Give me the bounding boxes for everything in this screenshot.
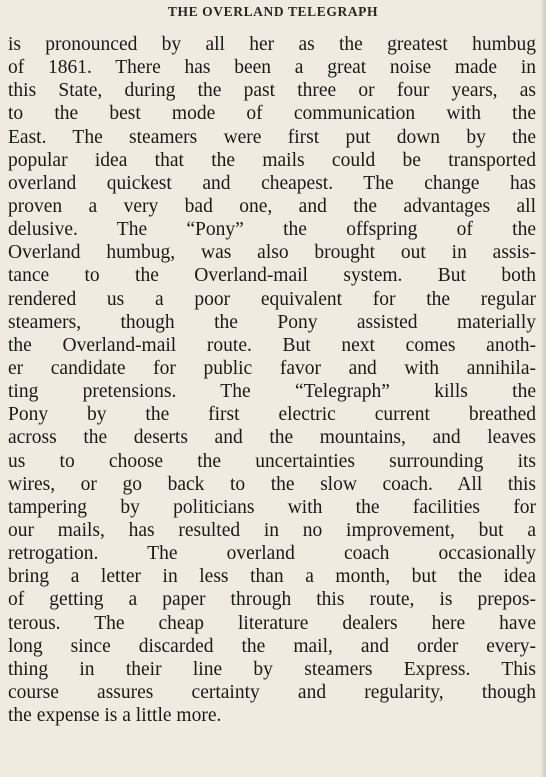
text-line: wires, or go back to the slow coach. All this [8,473,536,495]
article-headline: THE OVERLAND TELEGRAPH [167,4,379,19]
text-line: the Overland-mail route. But next comes anoth- [8,334,536,356]
text-line: this State, during the past three or four years, as [8,80,536,102]
text-line: Overland humbug, was also brought out in assis- [8,242,536,264]
text-line: East. The steamers were first put down by the [8,126,536,148]
text-line: terous. The cheap literature dealers here have [8,612,536,634]
text-line: across the deserts and the mountains, and leaves [8,427,536,449]
text-line: thing in their line by steamers Express. This [8,658,536,680]
text-line: tampering by politicians with the facilities for [8,496,536,518]
text-line: popular idea that the mails could be transported [8,149,536,171]
text-line: steamers, though the Pony assisted materially [8,311,536,333]
page-edge-shadow [540,0,546,777]
text-line: delusive. The “Pony” the offspring of the [8,219,536,241]
text-line: retrogation. The overland coach occasionally [8,543,536,565]
text-line: to the best mode of communication with the [8,103,536,125]
text-line: proven a very bad one, and the advantages all [8,195,536,217]
text-line: the expense is a little more. [8,705,222,727]
text-line: tance to the Overland-mail system. But both [8,265,536,287]
text-line: our mails, has resulted in no improvement, but a [8,519,536,541]
text-line: Pony by the first electric current breathed [8,404,536,426]
text-line: of getting a paper through this route, is prepos- [8,589,536,611]
text-line: long since discarded the mail, and order every- [8,635,536,657]
text-line: of 1861. There has been a great noise made in [8,57,536,79]
text-line: is pronounced by all her as the greatest humbug [8,34,536,55]
text-line: us to choose the uncertainties surrounding its [8,450,536,472]
article-body [8,33,536,727]
text-line: course assures certainty and regularity, though [8,681,536,703]
text-line: overland quickest and cheapest. The change has [8,172,536,194]
text-line: er candidate for public favor and with annihila- [8,357,536,379]
text-line: ting pretensions. The “Telegraph” kills the [8,381,536,403]
text-line: bring a letter in less than a month, but the idea [8,566,536,588]
text-line: rendered us a poor equivalent for the regular [8,288,536,310]
